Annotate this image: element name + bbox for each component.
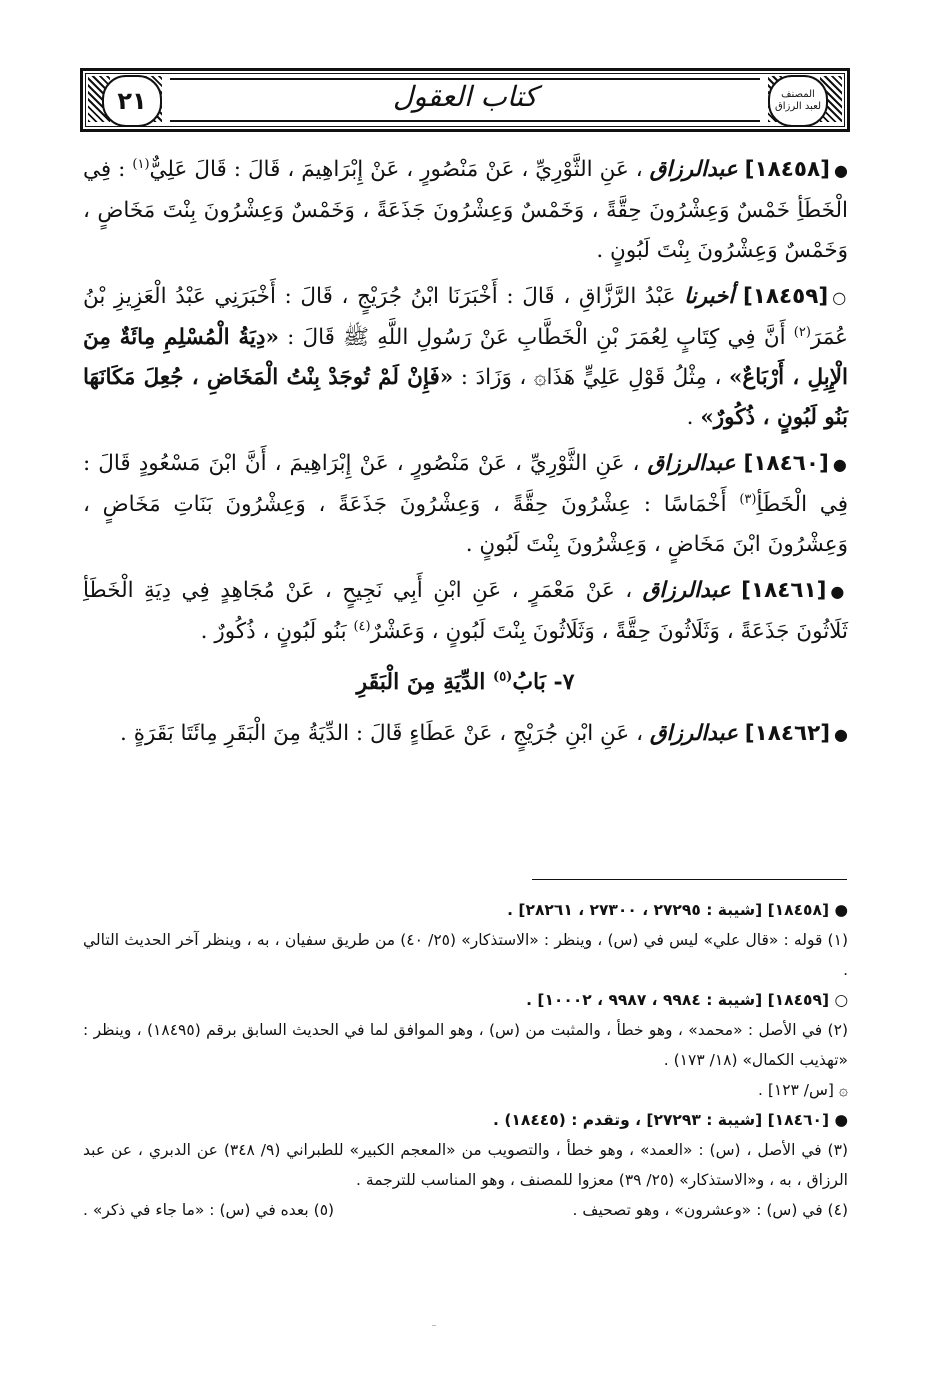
entry-number: [١٨٤٦١] (741, 578, 827, 603)
footnote-source-18458: ● [١٨٤٥٨] [شيبة : ٢٧٢٩٥ ، ٢٧٣٠٠ ، ٢٨٢٦١] . (507, 901, 848, 919)
entry-text: : فِي الْخَطَأِ خَمْسٌ وَعِشْرُونَ حِقَّةً ، وَخَمْسٌ وَعِشْرُونَ جَذَعَةً ، وَخَمْسٌ وَعِشْرُونَ بِنْتَ مَخَاضٍ ، وَخَمْسٌ وَعِشْرُونَ بِنْتَ لَبُونٍ . (83, 157, 848, 263)
footnote-separator (532, 879, 847, 880)
chapter-prefix: ٧- بَابُ (512, 669, 575, 695)
entry-text: أَنَّ فِي كِتَابٍ لِعُمَرَ بْنِ الْخَطَّابِ عَنْ رَسُولِ اللَّهِ ﷺ قَالَ : (287, 325, 786, 350)
footnote-1: (١) قوله : «قال علي» ليس في (س) ، وينظر : «الاستذكار» (٢٥/ ٤٠) من طريق سفيان ، به ، وينظر آخر الحديث التالي . (83, 931, 848, 979)
entry-text: أَخْمَاسًا : عِشْرُونَ حِقَّةً ، وَعِشْرُونَ جَذَعَةً ، وَعِشْرُونَ بَنَاتِ مَخَاضٍ ، وَعِشْرُونَ ابْنَ مَخَاضٍ ، وَعِشْرُونَ بِنْتَ لَبُونٍ . (83, 492, 848, 557)
entry-text: ، مِثْلُ قَوْلِ عَلِيٍّ هَذَا (546, 365, 722, 390)
hadith-entry-18462 (83, 714, 848, 755)
page-number-medallion (102, 75, 162, 127)
hadith-entry-18461 (83, 571, 848, 652)
footnote-row-4-5 (83, 1195, 848, 1225)
entry-number: [١٨٤٦٢] (744, 721, 831, 746)
entry-author: أخبرنا (684, 284, 735, 309)
entry-text: ، وَزَادَ : (460, 365, 527, 390)
footnote-ref: (١) (132, 156, 150, 172)
hadith-entry-18458 (83, 150, 848, 271)
entry-marker-icon: ● (830, 582, 848, 601)
entry-text: عَبْدُ الرَّزَّاقِ ، قَالَ : أَخْبَرَنَا ابْنُ جُرَيْجٍ ، قَالَ : أَخْبَرَنِي عَبْدُ الْعَزِيزِ بْنُ عُمَرَ (83, 284, 849, 350)
prophetic-quote: «دِيَةُ الْمُسْلِمِ مِائَةٌ مِنَ الْإِبِلِ ، أَرْبَاعٌ» (83, 325, 848, 390)
entry-text: بَنُو لَبُونٍ ، ذُكُورٌ . (200, 619, 347, 644)
entry-number: [١٨٤٥٨] (744, 157, 830, 182)
entry-author: عبدالرزاق (649, 721, 738, 746)
entry-marker-icon: ● (832, 455, 848, 474)
entry-text: . (686, 405, 694, 430)
chapter-heading (83, 662, 848, 702)
footnote-page-mark: ۞ [س/ ١٢٣] . (757, 1081, 848, 1099)
footnote-3: (٣) في الأصل ، (س) : «العمد» ، وهو خطأ ، والتصويب من «المعجم الكبير» للطبراني (٩/ ٣٤٨) عن الدبري ، عن عبد الرزاق ، به ، و«الاستذكار» (٢٥/ ٣٩) معزوا للمصنف ، وهو المناسب للترجمة . (83, 1141, 848, 1189)
footnote-2: (٢) في الأصل : «محمد» ، وهو خطأ ، والمثبت من (س) ، وهو الموافق لما في الحديث السابق برقم (١٨٤٩٥) ، وينظر : «تهذيب الكمال» (١٨/ ١٧٣) . (83, 1021, 848, 1069)
footnote-4: (٤) في (س) : «وعشرون» ، وهو تصحيف . (572, 1201, 848, 1219)
footnote-ref: (٢) (793, 324, 811, 340)
entry-author: عبدالرزاق (649, 157, 738, 182)
scan-speck (432, 1325, 436, 1326)
footnotes (83, 895, 848, 1225)
entry-text: ، عَنِ ابْنِ جُرَيْجٍ ، عَنْ عَطَاءٍ قَالَ : الدِّيَةُ مِنَ الْبَقَرِ مِائَتَا بَقَرَةٍ . (120, 721, 644, 746)
footnote-ref: (٤) (353, 618, 371, 634)
footnote-source-18460: ● [١٨٤٦٠] [شيبة : ٢٧٢٩٣] ، وتقدم : (١٨٤٤٥) . (493, 1111, 848, 1129)
entry-marker-icon: ● (834, 725, 848, 744)
footnote-5: (٥) بعده في (س) : «ما جاء في ذكر» . (83, 1201, 335, 1219)
entry-text: ، عَنِ الثَّوْرِيِّ ، عَنْ مَنْصُورٍ ، عَنْ إِبْرَاهِيمَ ، أَنَّ ابْنَ مَسْعُودٍ قَالَ : فِي الْخَطَأِ (83, 451, 848, 517)
hadith-entry-18459 (83, 277, 848, 438)
entry-author: عبدالرزاق (642, 578, 731, 603)
entry-text: ، عَنِ الثَّوْرِيِّ ، عَنْ مَنْصُورٍ ، عَنْ إِبْرَاهِيمَ ، قَالَ : قَالَ عَلِيٌّ (149, 157, 643, 182)
hadith-entry-18460 (83, 444, 848, 565)
seal-line-2: لعبد الرزاق (774, 101, 822, 112)
entry-marker-icon: ● (833, 161, 849, 180)
entry-author: عبدالرزاق (647, 451, 736, 476)
seal-text (775, 89, 821, 113)
running-title: كتاب العقول (392, 80, 538, 113)
book-seal (768, 75, 828, 127)
page-mark-icon: ۞ (533, 365, 547, 390)
page-number: ٢١ (117, 87, 147, 115)
footnote-ref: (٣) (739, 491, 757, 507)
entry-text: ، عَنْ مَعْمَرٍ ، عَنِ ابْنِ أَبِي نَجِيحٍ ، عَنْ مُجَاهِدٍ فِي دِيَةِ الْخَطَأِ ثَلَاثُونَ جَذَعَةً ، وَثَلَاثُونَ حِقَّةً ، وَثَلَاثُونَ بِنْتَ لَبُونٍ ، وَعَشْرٌ (83, 578, 848, 644)
chapter-title: الدِّيَةِ مِنَ الْبَقَرِ (356, 669, 486, 695)
main-text (83, 150, 848, 761)
entry-number: [١٨٤٦٠] (743, 451, 829, 476)
footnote-source-18459: ○ [١٨٤٥٩] [شيبة : ٩٩٨٤ ، ٩٩٨٧ ، ١٠٠٠٢] . (526, 991, 848, 1009)
entry-number: [١٨٤٥٩] (742, 284, 829, 309)
footnote-ref: (٥) (493, 669, 513, 685)
prophetic-quote: «فَإِنْ لَمْ تُوجَدْ بِنْتُ الْمَخَاضِ ، جُعِلَ مَكَانَهَا بَنُو لَبُونٍ ، ذُكُورٌ» (83, 365, 848, 430)
page-header-frame (80, 68, 850, 132)
seal-line-1: المصنف (781, 89, 815, 100)
entry-marker-icon: ○ (832, 288, 848, 307)
